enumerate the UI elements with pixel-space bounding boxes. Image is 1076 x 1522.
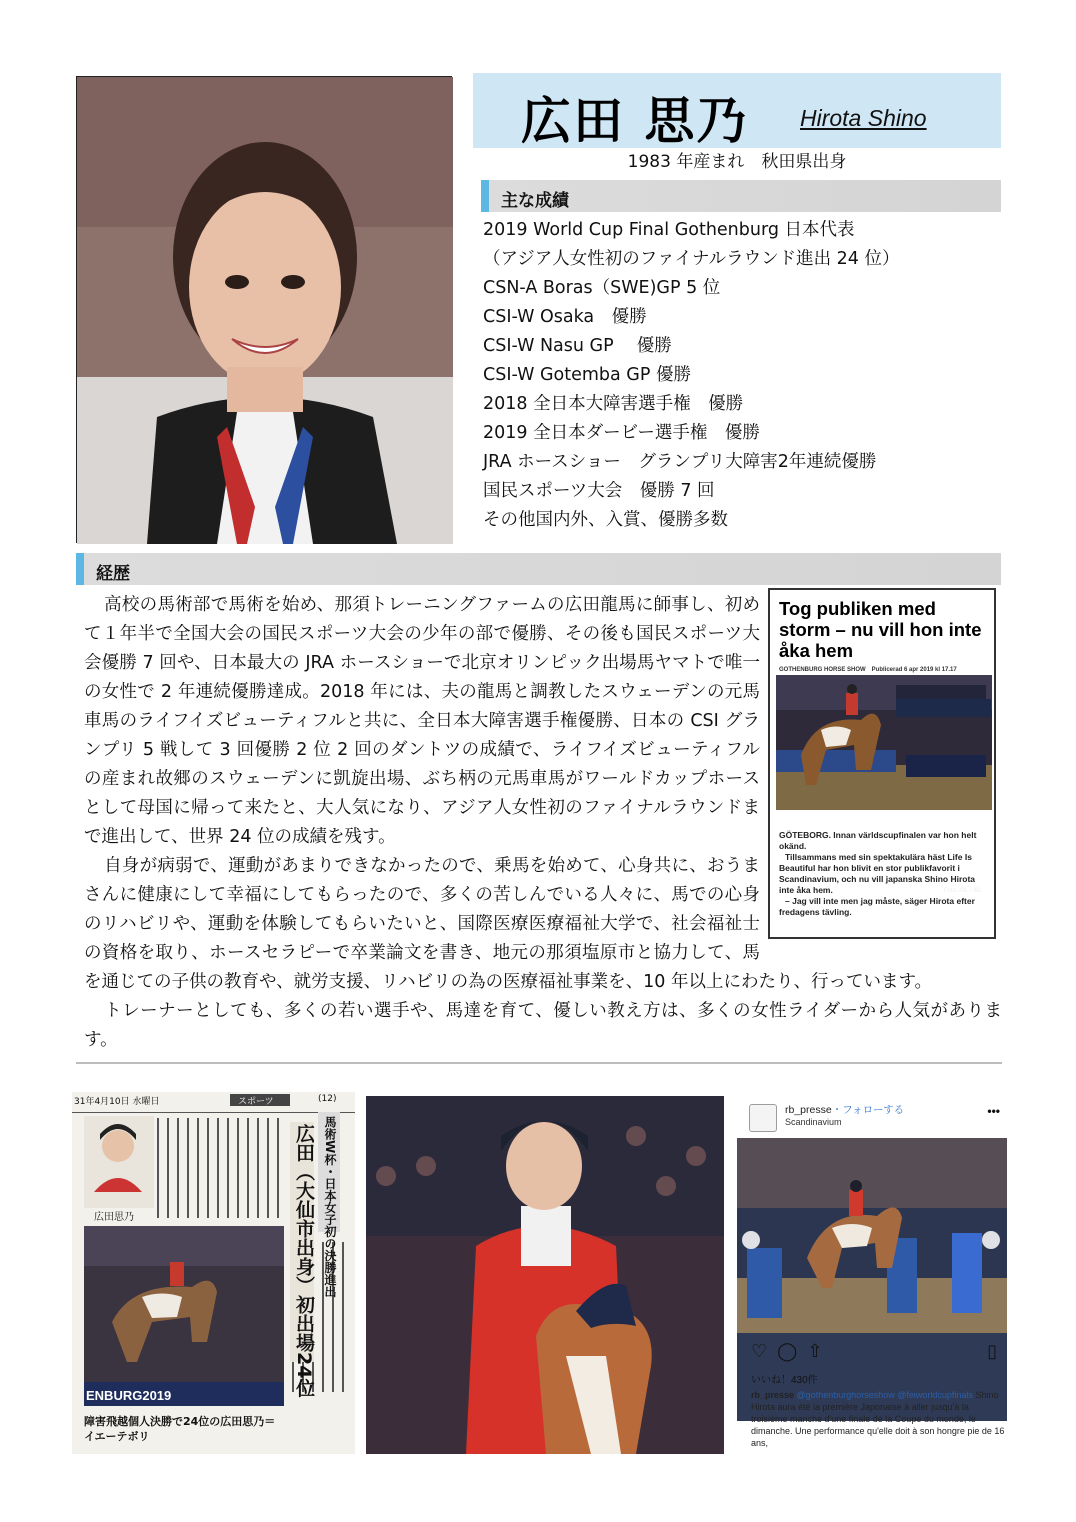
share-icon[interactable]: ⇧	[807, 1341, 823, 1361]
newspaper-date: 31年4月10日 水曜日	[74, 1097, 160, 1107]
achievements-heading: 主な成績	[501, 191, 569, 211]
instagram-likes: いいね！430件	[751, 1375, 818, 1386]
newspaper-headline-a: 馬術W杯・日本女子初の決勝進出	[323, 1116, 337, 1298]
achievement-item: 国民スポーツ大会 優勝 7 回	[483, 481, 715, 501]
newspaper-banner: ENBURG2019	[86, 1388, 172, 1403]
achievement-item: CSI-W Osaka 優勝	[483, 307, 647, 327]
article-paragraph: – Jag vill inte men jag måste, säger Hirota efter fredagens tävling.	[779, 896, 975, 917]
achievement-item: 2019 World Cup Final Gothenburg 日本代表	[483, 220, 855, 240]
instagram-username: rb_presse	[785, 1104, 832, 1116]
achievement-item: （アジア人女性初のファイナルラウンド進出 24 位）	[483, 249, 900, 269]
career-heading: 経歴	[96, 564, 130, 584]
article-paragraph: Tillsammans med sin spektakulära häst Life Is Beautiful har hon blivit en stor publikfavorit i Scandinavium, och nu vill japanska Shino Hirota inte åka hem.	[779, 852, 976, 895]
achievement-item: 2019 全日本ダービー選手権 優勝	[483, 423, 760, 443]
article-paragraph: GÖTEBORG. Innan världscupfinalen var hon helt okänd.	[779, 830, 977, 851]
article-headline: Tog publiken med storm – nu vill hon inte åka hem	[779, 598, 982, 661]
birth-info: 1983 年産まれ 秋田県出身	[627, 152, 847, 172]
comment-icon[interactable]: ◯	[777, 1341, 798, 1361]
article-body	[779, 830, 991, 918]
career-paragraph: トレーナーとしても、多くの若い選手や、馬達を育て、優しい教え方は、多くの女性ライダーから人気があります。	[84, 1001, 1002, 1050]
newspaper-caption: 障害飛越個人決勝で24位の広田思乃＝イエーテボリ	[84, 1415, 276, 1443]
achievement-item: JRA ホースショー グランプリ大障害2年連続優勝	[483, 452, 877, 472]
rider-photo	[366, 1096, 724, 1454]
instagram-post	[735, 1094, 1010, 1456]
instagram-location: Scandinavium	[785, 1117, 842, 1127]
newspaper-page: (12)	[318, 1094, 337, 1104]
caption-username: rb_presse	[751, 1390, 795, 1400]
newspaper-headline-b: 広田（大仙市出身）初出場24位	[293, 1124, 315, 1398]
caption-tag[interactable]: @gothenburghorseshow	[796, 1390, 895, 1400]
achievements-heading-bar	[481, 180, 1001, 212]
heart-icon[interactable]: ♡	[751, 1341, 768, 1361]
career-heading-bar	[76, 553, 1001, 585]
career-paragraph: 自身が病弱で、運動があまりできなかったので、乗馬を始めて、心身共に、おうまさんに健康にして幸福にしてもらったので、多くの苦しんでいる人々に、馬での心身のリハビリや、運動を体験してもらいたいと、国際医療医療福祉大学で、社会福祉士の資格を取り、ホースセラピーで卒業論文を書き、地元の那須塩原市と協力して、馬を通じての子供の教育や、就労支援、リハビリの為の医療福祉事業を、10 年以上にわたり、行っています。	[84, 856, 933, 992]
achievement-item: その他国内外、入賞、優勝多数	[483, 510, 728, 530]
follow-link: ・フォローする	[831, 1104, 905, 1116]
instagram-caption	[751, 1389, 1006, 1449]
section-divider	[76, 1062, 1002, 1064]
newspaper-clipping	[72, 1092, 355, 1454]
newspaper-section: スポーツ	[238, 1097, 274, 1107]
achievements-list	[483, 216, 1003, 535]
portrait-photo	[76, 76, 452, 543]
achievement-item: CSI-W Gotemba GP 優勝	[483, 365, 691, 385]
bookmark-icon[interactable]: ▯	[987, 1341, 997, 1361]
heading-accent	[76, 553, 84, 585]
instagram-action-icons	[751, 1341, 997, 1362]
account-logo	[749, 1104, 777, 1132]
career-paragraph: 高校の馬術部で馬術を始め、那須トレーニングファームの広田龍馬に師事し、初めて１年半で全国大会の国民スポーツ大会の少年の部で優勝、その後も国民スポーツ大会優勝 7 回や、日本最大の JRA ホースショーで北京オリンピック出場馬ヤマトで唯一の女性で 2 年連続優勝達成。2018 年には、夫の龍馬と調教したスウェーデンの元馬車馬のライフイズビューティフルと共に、全日本大障害選手権優勝、日本の CSI グランプリ 5 戦して 3 回優勝 2 位 2 回のダントツの成績で、ライフイズビューティフルの産まれ故郷のスウェーデンに凱旋出場、ぶち柄の元馬車馬がワールドカップホースとして母国に帰って来たと、大人気になり、アジア人女性初のファイナルラウンドまで進出して、世界 24 位の成績を残す。	[84, 595, 760, 847]
photo-credit: Foto: /BL / /BL	[943, 888, 982, 894]
article-byline: GOTHENBURG HORSE SHOW Publicerad 6 apr 2019 kl 17.17	[779, 667, 957, 673]
name-japanese: 広田 思乃	[521, 92, 749, 150]
caption-tag[interactable]: @feiworldcupfinals	[897, 1390, 973, 1400]
achievement-item: CSN-A Boras（SWE)GP 5 位	[483, 278, 721, 298]
instagram-user	[785, 1102, 904, 1117]
newspaper-portrait-name: 広田思乃	[94, 1212, 134, 1223]
achievement-item: 2018 全日本大障害選手権 優勝	[483, 394, 744, 414]
heading-accent	[481, 180, 489, 212]
name-header	[473, 73, 1001, 148]
more-options-icon: •••	[987, 1104, 1000, 1118]
name-romanized: Hirota Shino	[800, 105, 927, 131]
news-article-clipping	[768, 588, 996, 939]
caption-text: Shino Hirota aura été la première Japonaise à aller jusqu'à la troisième manche d'une finale de la Coupe du monde, le dimanche. Une performance qu'elle doit à son hongre pie de 16 ans,	[751, 1390, 1005, 1448]
achievement-item: CSI-W Nasu GP 優勝	[483, 336, 672, 356]
